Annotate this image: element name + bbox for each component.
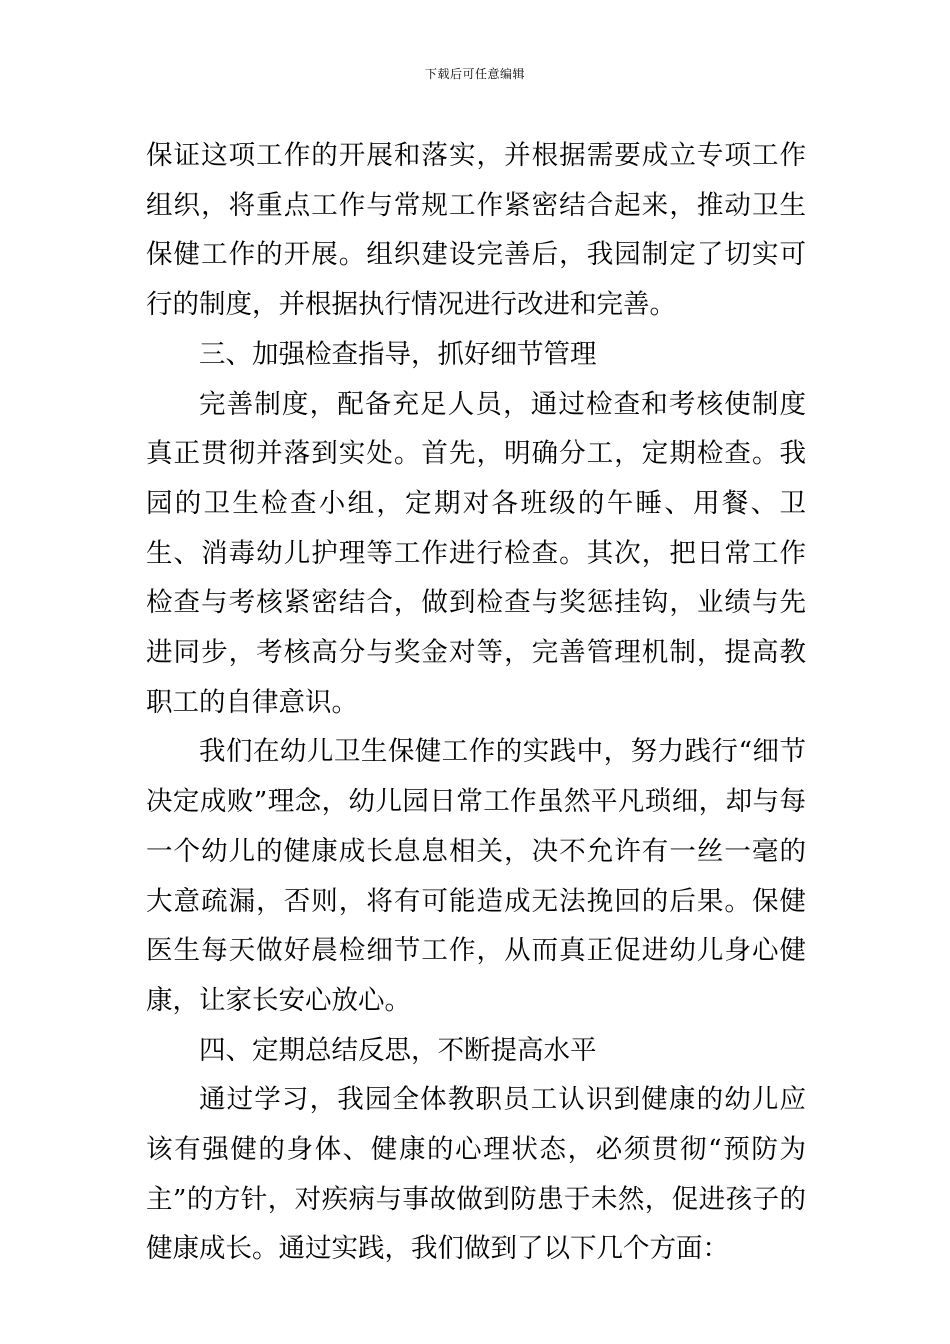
document-body xyxy=(146,131,806,1274)
paragraph-details: 我们在幼儿卫生保健工作的实践中，努力践行“细节决定成败”理念，幼儿园日常工作虽然平凡琐细，却与每一个幼儿的健康成长息息相关，决不允许有一丝一毫的大意疏漏，否则，将有可能造成无法挽回的后果。保健医生每天做好晨检细节工作，从而真正促进幼儿身心健康，让家长安心放心。 xyxy=(146,736,806,1016)
section-heading-3: 三、加强检查指导，抓好细节管理 xyxy=(199,338,597,370)
paragraph-summary: 通过学习，我园全体教职员工认识到健康的幼儿应该有强健的身体、健康的心理状态，必须贯彻“预防为主”的方针，对疾病与事故做到防患于未然，促进孩子的健康成长。通过实践，我们做到了以下几个方面： xyxy=(146,1084,806,1265)
section-heading-4: 四、定期总结反思，不断提高水平 xyxy=(199,1034,597,1066)
paragraph-inspection: 完善制度，配备充足人员，通过检查和考核使制度真正贯彻并落到实处。首先，明确分工，定期检查。我园的卫生检查小组，定期对各班级的午睡、用餐、卫生、消毒幼儿护理等工作进行检查。其次，把日常工作检查与考核紧密结合，做到检查与奖惩挂钩，业绩与先进同步，考核高分与奖金对等，完善管理机制，提高教职工的自律意识。 xyxy=(146,388,806,718)
page-header: 下载后可任意编辑 xyxy=(424,67,525,81)
paragraph-continuation: 保证这项工作的开展和落实，并根据需要成立专项工作组织，将重点工作与常规工作紧密结合起来，推动卫生保健工作的开展。组织建设完善后，我园制定了切实可行的制度，并根据执行情况进行改进和完善。 xyxy=(146,140,806,321)
